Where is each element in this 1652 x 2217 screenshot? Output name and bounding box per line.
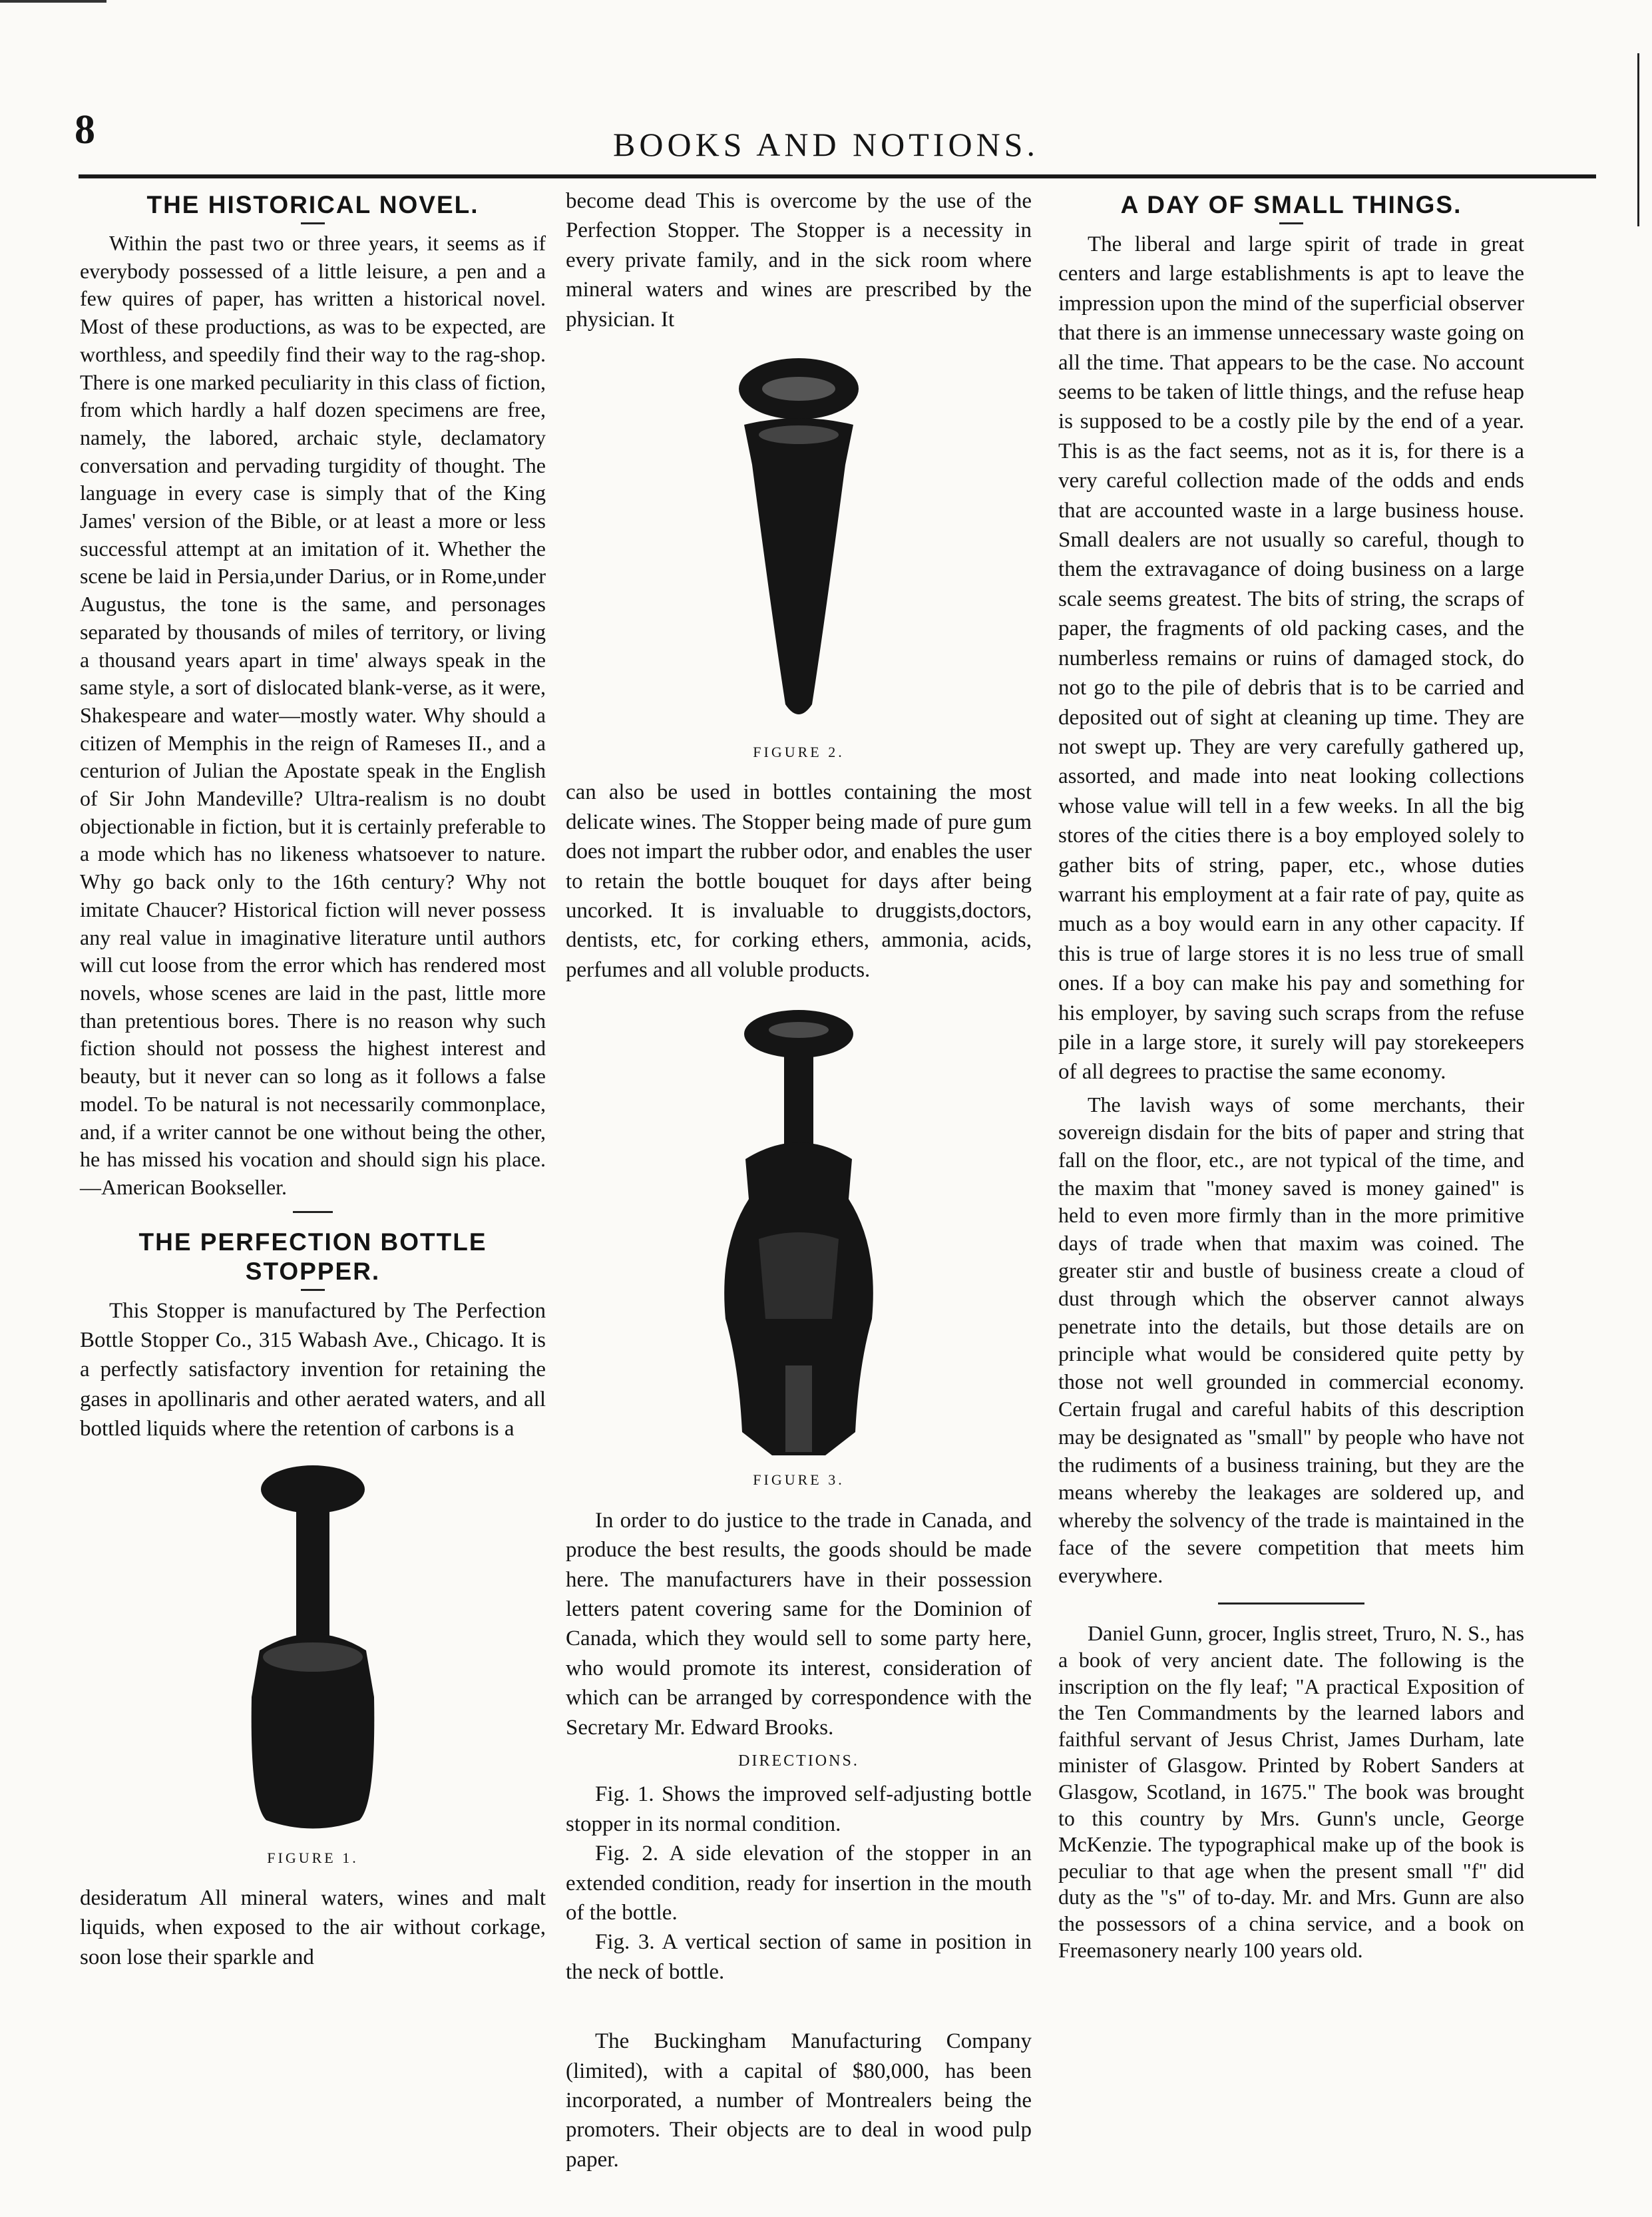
title-dash [1279,222,1303,224]
small-things-paragraph-2: The lavish ways of some merchants, their sovereign disdain for the bits of paper and string that fall on the floor, etc., are not typical of the time, and the maxim that "money saved is money gained" is held to even more firmly than in the more primitive days of trade when that maxim was coined. The greater stir and bustle of business create a cloud of dust through which the observer cannot always penetrate into the details, but those details are on principle what would be considered quite petty by those not well grounded in commercial economy. Certain frugal and careful habits of this description may be designated as "small" by people who have not the rudiments of a business training, but they are the means whereby the leakages are soldered up, and whereby the solvency of the trade is maintained in the face of the severe competition that meets him everywhere. [1058,1092,1524,1587]
small-things-title: A DAY OF SMALL THINGS. [1120,191,1462,218]
column-2 [566,186,1032,2174]
buckingham-paragraph: The Buckingham Manufacturing Company (limited), with a capital of $80,000, has been incorporated, a number of Montrealers being the promoters. Their objects are to deal in wood pulp paper. [566,2029,1032,2172]
figure-1-direction: Fig. 1. Shows the improved self-adjusting bottle stopper in its normal condition. [566,1782,1032,1836]
historical-novel-body: Within the past two or three years, it seems as if everybody possessed of a little leisure, a pen and a few quires of paper, has written a historical novel. Most of these productions, as was to be expected, are worthless, and speedily find their way to the rag-shop. There is one marked peculiarity in this class of fiction, from which hardly a half dozen specimens are free, namely, the labored, archaic style, declamatory conversation and pervading turgidity of thought. The language in every case is simply that of the King James' version of the Bible, or at least a more or less successful attempt at an imitation of it. Whether the scene be laid in Persia,under Darius, or in Rome,under Augustus, the tone is the same, and personages separated by thousands of miles of territory, or living a thousand years apart in time' always speak in the same style, a sort of dislocated blank-verse, as it were, Shakespeare and water—mostly water. Why should a citizen of Memphis in the reign of Rameses II., and a centurion of Julian the Apostate speak in the English of Sir John Mandeville? Ultra-realism is no doubt objectionable in fiction, but it is certainly preferable to a mode which has no likeness whatsoever to nature. Why go back only to the 16th century? Why not imitate Chaucer? Historical fiction will never possess any real value in imaginative literature until authors will cut loose from the error which has rendered most novels, whose scenes are laid in the past, little more than pretentious bores. There is no reason why such fiction should not possess the highest interest and beauty, but it never can so long as it follows a false model. To be natural is not necessarily commonplace, and, if a writer cannot be one without being the other, he has missed his vocation and should sign his place.—American Bookseller. [80,231,546,1199]
figure-2-stopper-illustration [712,352,885,731]
stopper-continuation: become dead This is overcome by the use of the Perfection Stopper. The Stopper is a necessity in every private family, and in the sick room where mineral waters and wines are prescribed by the physician. It [566,189,1032,332]
figure-2-caption: FIGURE 2. [753,744,845,761]
title-dash [301,1289,325,1291]
directions-heading: DIRECTIONS. [738,1752,859,1770]
figure-1-caption: FIGURE 1. [267,1849,359,1866]
historical-novel-title: THE HISTORICAL NOVEL. [146,191,479,218]
figure-3-stopper-illustration [719,1006,879,1459]
figure-2-direction: Fig. 2. A side elevation of the stopper in an extended condition, ready for insertion in the mouth of the bottle. [566,1842,1032,1925]
daniel-gunn-paragraph: Daniel Gunn, grocer, Inglis street, Truro, N. S., has a book of very ancient date. The following is the inscription on the fly leaf; "A practical Exposition of the Ten Commandments by the learned labors and faithful servant of Jesus Christ, James Durham, late minister of Glasgow. Printed by Robert Sanders at Glasgow, Scotland, in 1675." The book was brought to this country by Mrs. Gunn's uncle, George McKenzie. The typographical make up of the book is peculiar to that age when the present small "f" did duty as the "s" of to-day. Mr. and Mrs. Gunn are also the possessors of a china service, and a book on Freemasonery nearly 100 years old. [1058,1621,1524,1962]
stopper-title: THE PERFECTION BOTTLE STOPPER. [138,1228,487,1285]
stopper-body: This Stopper is manufactured by The Perfection Bottle Stopper Co., 315 Wabash Ave., Chicago. It is a perfectly satisfactory invention for retaining the gases in apollinaris and other aerated waters, and all bottled liquids where the retention of carbons is a [80,1298,546,1441]
column-3 [1058,186,1524,1963]
figure-3-direction: Fig. 3. A vertical section of same in position in the neck of bottle. [566,1930,1032,1984]
page-number: 8 [75,107,95,152]
running-head: BOOKS AND NOTIONS. [613,126,1039,163]
trade-paragraph: In order to do justice to the trade in Canada, and produce the best results, the goods should be made here. The manufacturers have in their possession letters patent covering same for the Dominion of Canada, which they would sell to some party here, who would promote its interest, consideration of which can be arranged by correspondence with the Secretary Mr. Edward Brooks. [566,1508,1032,1740]
figure-3-caption: FIGURE 3. [753,1471,845,1489]
figure-1-stopper-illustration [226,1457,399,1837]
stopper-body-continued: desideratum All mineral waters, wines and malt liquids, when exposed to the air without corkage, soon lose their sparkle and [80,1886,546,1969]
scan-edge-mark [0,0,106,3]
small-things-paragraph-1: The liberal and large spirit of trade in great centers and large establishments is apt to leave the impression upon the mind of the superficial observer that there is an immense unnecessary waste going on all the time. That appears to be the case. No account seems to be taken of little things, and the refuse heap is supposed to be a costly pile by the end of a year. This is as the fact seems, not as it is, for there is a very careful collection made of the odds and ends that are accounted waste in a large business house. Small dealers are not usually so careful, though to them the extravagance of doing business on a large scale seems greatest. The bits of string, the scraps of paper, the fragments of old packing cases, and the numberless remains or ruins of damaged stock, do not go to the pile of debris that is to be carried and deposited out of sight at cleaning up time. They are not swept up. They are very carefully gathered up, assorted, and made into neat looking collections whose value will tell in a few weeks. In all the big stores of the cities there is a boy employed solely to gather bits of string, paper, etc., whose duties warrant his employment at a fair rate of pay, quite as much as a boy would earn in any other capacity. If this is true of large stores it is no less true of small ones. If a boy can make his pay and something for his employer, by saving such scraps from the refuse pile in a large store, it surely will pay storekeepers of all degrees to practise the same economy. [1058,232,1524,1085]
column-1 [80,186,546,1972]
header-rule [79,174,1596,178]
stopper-uses: can also be used in bottles containing the most delicate wines. The Stopper being made of pure gum does not impart the rubber odor, and enables the user to retain the bottle bouquet for days after being uncorked. It is invaluable to druggists,doctors, dentists, etc, for corking ethers, ammonia, acids, perfumes and all voluble products. [566,780,1032,982]
section-separator [293,1211,333,1213]
section-separator [1218,1602,1364,1604]
title-dash [301,222,325,224]
